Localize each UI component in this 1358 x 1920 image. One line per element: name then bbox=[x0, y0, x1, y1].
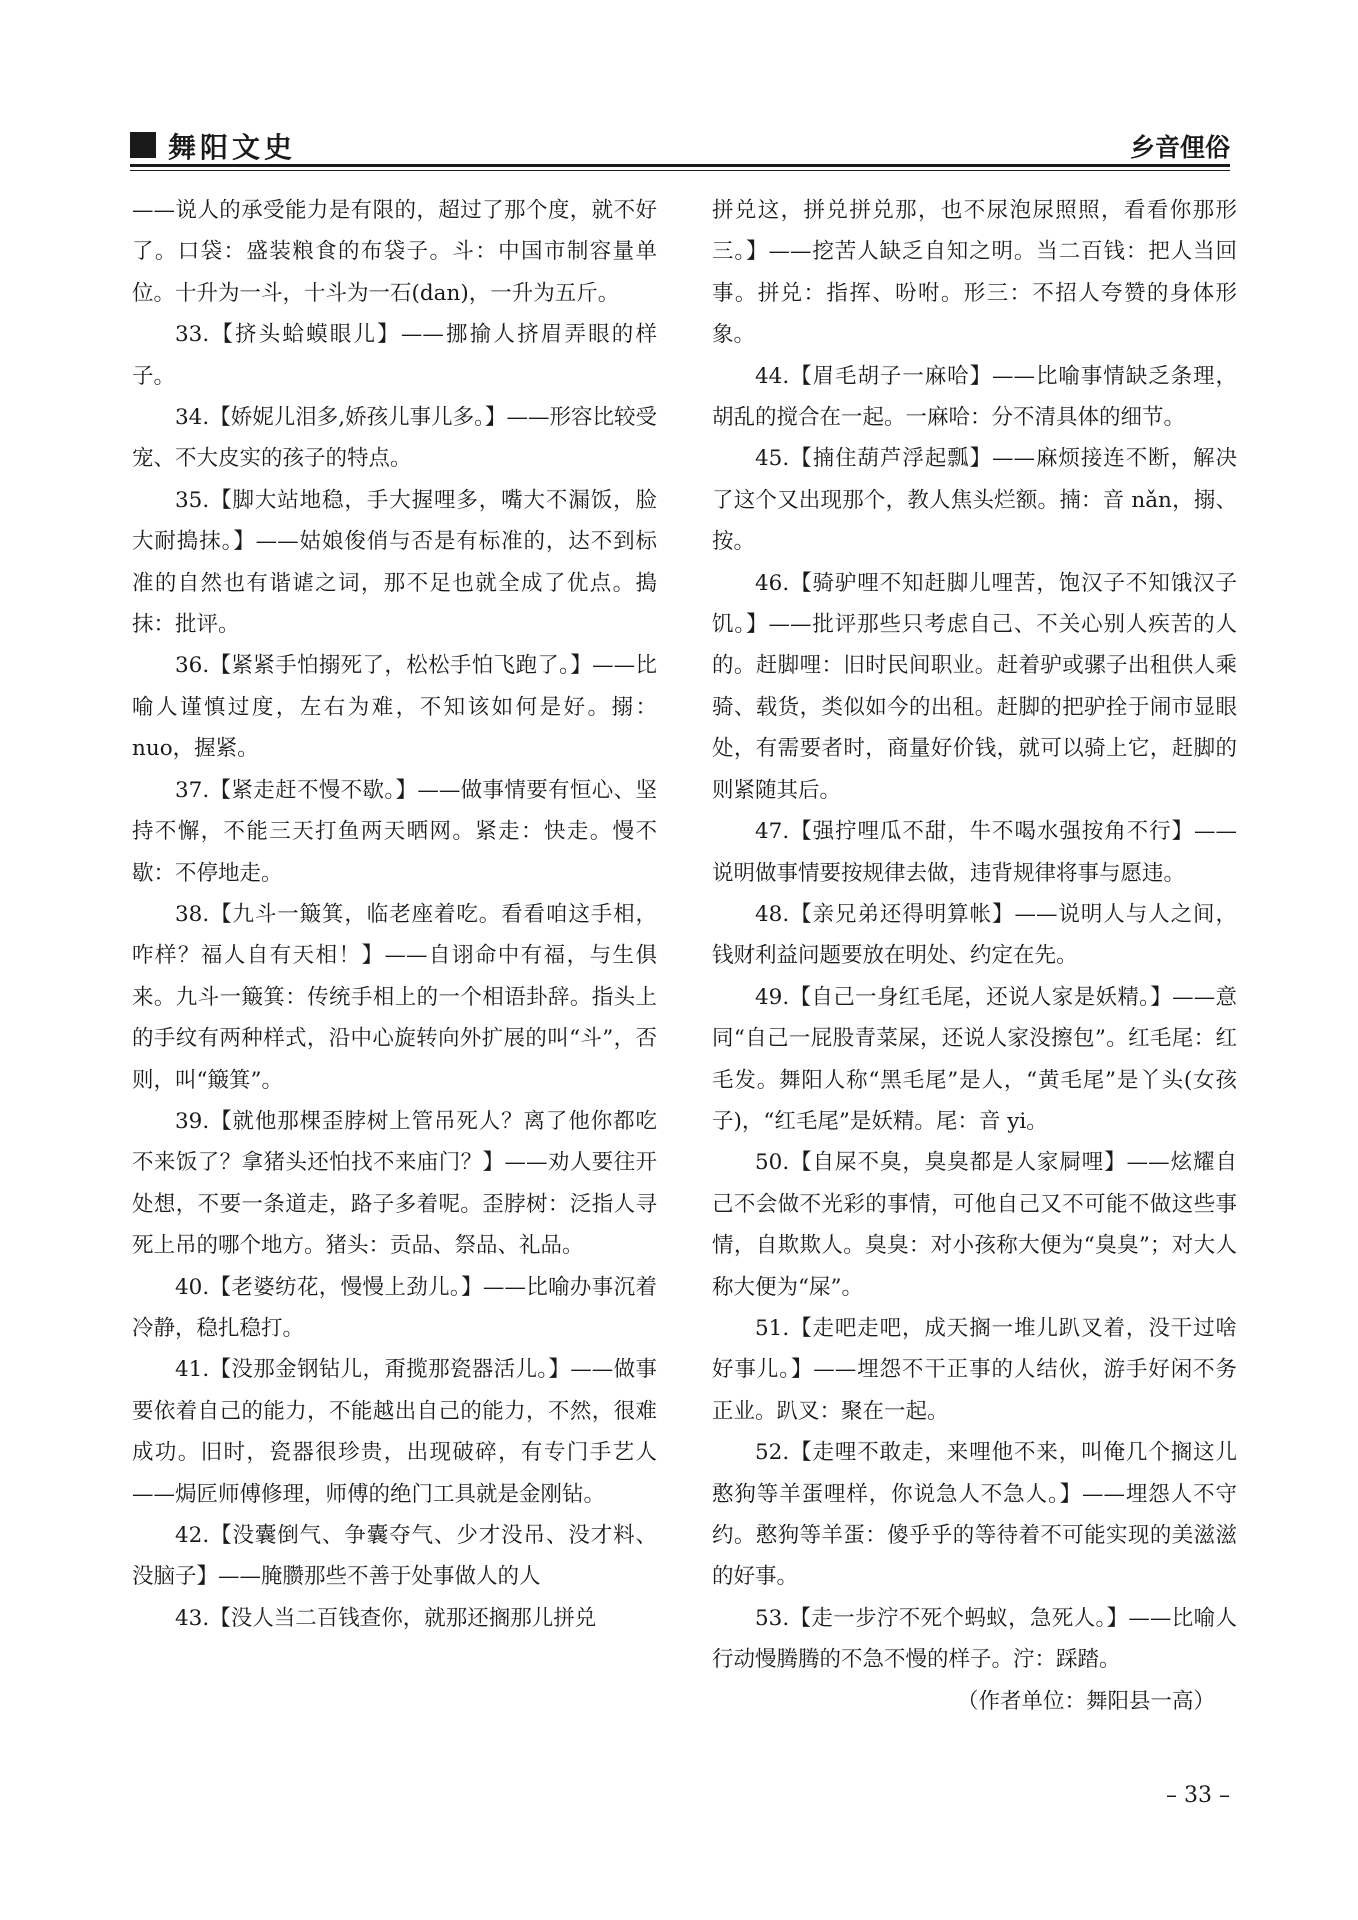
paragraph: 50.【自屎不臭，臭臭都是人家屙哩】——炫耀自己不会做不光彩的事情，可他自己又不可能不做这些事情，自欺欺人。臭臭：对小孩称大便为“臭臭”；对大人称大便为“屎”。 bbox=[712, 1150, 1237, 1300]
paragraph: 46.【骑驴哩不知赶脚儿哩苦，饱汉子不知饿汉子饥。】——批评那些只考虑自己、不关心别人疾苦的人的。赶脚哩：旧时民间职业。赶着驴或骡子出租供人乘骑、载货，类似如今的出租。赶脚的把驴拴于闹市显眼处，有需要者时，商量好价钱，就可以骑上它，赶脚的则紧随其后。 bbox=[712, 570, 1237, 803]
right-column bbox=[712, 190, 1237, 1722]
header-square-icon bbox=[130, 132, 156, 158]
paragraph: 44.【眉毛胡子一麻哈】——比喻事情缺乏条理，胡乱的搅合在一起。一麻哈：分不清具体的细节。 bbox=[712, 363, 1237, 431]
paragraph: 拼兑这，拼兑拼兑那，也不尿泡尿照照，看看你那形三。】——挖苦人缺乏自知之明。当二百钱：把人当回事。拼兑：指挥、吩咐。形三：不招人夸赞的身体形象。 bbox=[712, 198, 1237, 348]
paragraph: 33.【挤头蛤蟆眼儿】——挪揄人挤眉弄眼的样子。 bbox=[132, 322, 657, 389]
section-title: 乡音俚俗 bbox=[1129, 133, 1230, 162]
page-header bbox=[130, 126, 1230, 166]
paragraph: ——说人的承受能力是有限的，超过了那个度，就不好了。口袋：盛装粮食的布袋子。斗：中国市制容量单位。十升为一斗，十斗为一石(dan)，一升为五斤。 bbox=[132, 198, 657, 306]
paragraph: 42.【没囊倒气、争囊夺气、少才没吊、没才料、没脑子】——腌臜那些不善于处事做人的人 bbox=[132, 1523, 657, 1590]
paragraph: 45.【揇住葫芦浮起瓢】——麻烦接连不断，解决了这个又出现那个，教人焦头烂额。揇：音 nǎn，搦、按。 bbox=[712, 446, 1237, 555]
paragraph: 47.【强拧哩瓜不甜，牛不喝水强按角不行】——说明做事情要按规律去做，违背规律将事与愿违。 bbox=[712, 819, 1237, 886]
paragraph: 48.【亲兄弟还得明算帐】——说明人与人之间，钱财利益问题要放在明处、约定在先。 bbox=[712, 901, 1237, 969]
paragraph: 35.【脚大站地稳，手大握哩多，嘴大不漏饭，脸大耐搗抹。】——姑娘俊俏与否是有标准的，达不到标准的自然也有谐谑之词，那不足也就全成了优点。搗抹：批评。 bbox=[132, 487, 657, 638]
paragraph: 40.【老婆纺花，慢慢上劲儿。】——比喻办事沉着冷静，稳扎稳打。 bbox=[132, 1274, 657, 1341]
header-rule-thick bbox=[130, 164, 1230, 167]
paragraph: 51.【走吧走吧，成天搁一堆儿趴叉着，没干过啥好事儿。】——埋怨不干正事的人结伙，游手好闲不务正业。趴叉：聚在一起。 bbox=[712, 1315, 1237, 1424]
paragraph: 36.【紧紧手怕搦死了，松松手怕飞跑了。】——比喻人谨慎过度，左右为难，不知该如何是好。搦：nuo，握紧。 bbox=[132, 653, 657, 762]
paragraph: 52.【走哩不敢走，来哩他不来，叫俺几个搁这儿憨狗等羊蛋哩样，你说急人不急人。】——埋怨人不守约。憨狗等羊蛋：傻乎乎的等待着不可能实现的美滋滋的好事。 bbox=[712, 1440, 1237, 1590]
paragraph: 39.【就他那棵歪脖树上管吊死人？离了他你都吃不来饭了？拿猪头还怕找不来庙门？】——劝人要往开处想，不要一条道走，路子多着呢。歪脖树：泛指人寻死上吊的哪个地方。猪头：贡品、祭品、礼品。 bbox=[132, 1108, 657, 1259]
paragraph: 43.【没人当二百钱查你，就那还搁那儿拼兑 bbox=[175, 1605, 597, 1631]
page-number: – 33 – bbox=[1166, 1783, 1230, 1808]
paragraph: 49.【自己一身红毛尾，还说人家是妖精。】——意同“自己一屁股青菜屎，还说人家没擦包”。红毛尾：红毛发。舞阳人称“黑毛尾”是人，“黄毛尾”是丫头(女孩子)，“红毛尾”是妖精。尾：音 yi。 bbox=[712, 984, 1237, 1134]
left-column bbox=[132, 190, 657, 1639]
paragraph: 34.【娇妮儿泪多,娇孩儿事儿多。】——形容比较受宠、不大皮实的孩子的特点。 bbox=[132, 405, 657, 472]
paragraph: 41.【没那金钢钻儿，甭揽那瓷器活儿。】——做事要依着自己的能力，不能越出自己的能力，不然，很难成功。旧时，瓷器很珍贵，出现破碎，有专门手艺人——焗匠师傅修理，师傅的绝门工具就是金刚钻。 bbox=[132, 1357, 657, 1507]
paragraph: 37.【紧走赶不慢不歇。】——做事情要有恒心、坚持不懈，不能三天打鱼两天晒网。紧走：快走。慢不歇：不停地走。 bbox=[132, 777, 657, 886]
paragraph: 38.【九斗一簸箕，临老座着吃。看看咱这手相，咋样？福人自有天相！】——自诩命中有福，与生俱来。九斗一簸箕：传统手相上的一个相语卦辞。指头上的手纹有两种样式，沿中心旋转向外扩展的叫“斗”，否则，叫“簸箕”。 bbox=[132, 901, 657, 1093]
author-affiliation: （作者单位：舞阳县一高） bbox=[956, 1688, 1215, 1714]
header-rule-thin bbox=[130, 170, 1230, 171]
journal-title: 舞阳文史 bbox=[168, 131, 297, 164]
paragraph: 53.【走一步泞不死个蚂蚁，急死人。】——比喻人行动慢腾腾的不急不慢的样子。泞：踩踏。 bbox=[712, 1605, 1237, 1673]
